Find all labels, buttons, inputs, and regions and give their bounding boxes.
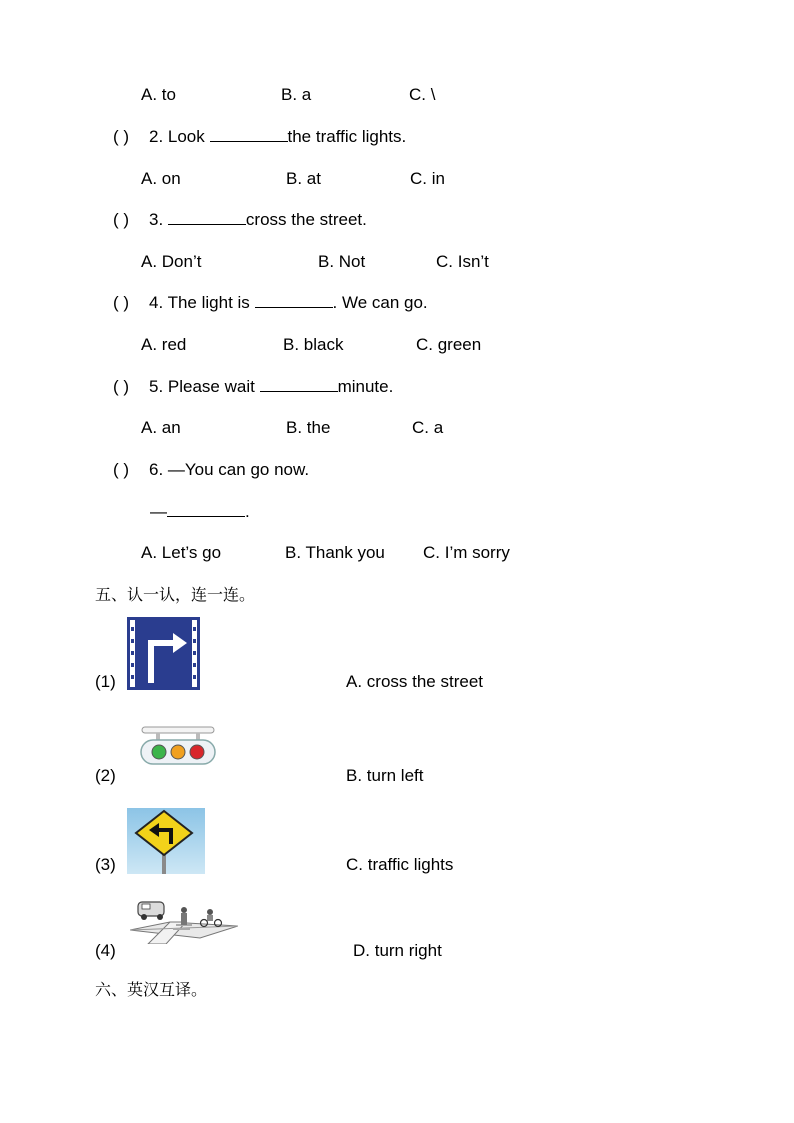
q6-reply-line bbox=[150, 502, 250, 522]
q6-stem: 6. —You can go now. bbox=[149, 460, 310, 479]
section6-title: 六、英汉互译。 bbox=[95, 980, 208, 999]
q4-answer-paren[interactable]: ( ) bbox=[113, 293, 130, 312]
q6-answer-paren[interactable]: ( ) bbox=[113, 460, 130, 479]
item3-answer: C. traffic lights bbox=[346, 855, 454, 874]
q4-stem-before: 4. The light is bbox=[149, 293, 250, 312]
q5-option-a: A. an bbox=[141, 418, 181, 437]
q3-stem-after: cross the street. bbox=[245, 210, 367, 229]
item4-number: (4) bbox=[95, 941, 116, 960]
cross-street-scene-icon[interactable] bbox=[130, 892, 238, 944]
turn-right-sign-icon[interactable] bbox=[127, 617, 200, 690]
q6-end: . bbox=[245, 502, 250, 521]
q1-option-a: A. to bbox=[141, 85, 176, 104]
q4-stem bbox=[149, 293, 428, 313]
turn-left-sign-icon[interactable] bbox=[127, 808, 205, 874]
q3-blank[interactable] bbox=[168, 210, 246, 225]
q2-blank[interactable] bbox=[210, 127, 288, 142]
q6-dash: — bbox=[150, 502, 167, 521]
q4-option-a: A. red bbox=[141, 335, 187, 354]
q5-blank[interactable] bbox=[260, 377, 338, 392]
q3-answer-paren[interactable]: ( ) bbox=[113, 210, 130, 229]
q6-blank[interactable] bbox=[167, 502, 245, 517]
q4-blank[interactable] bbox=[255, 293, 333, 308]
item1-number: (1) bbox=[95, 672, 116, 691]
q6-option-c: C. I’m sorry bbox=[423, 543, 510, 562]
q5-answer-paren[interactable]: ( ) bbox=[113, 377, 130, 396]
q5-stem-after: minute. bbox=[337, 377, 394, 396]
q3-option-a: A. Don’t bbox=[141, 252, 202, 271]
q1-option-c: C. \ bbox=[409, 85, 436, 104]
q2-stem bbox=[149, 127, 406, 147]
item3-number: (3) bbox=[95, 855, 116, 874]
q2-option-a: A. on bbox=[141, 169, 181, 188]
q5-stem bbox=[149, 377, 393, 397]
q3-stem bbox=[149, 210, 367, 230]
q6-option-a: A. Let’s go bbox=[141, 543, 222, 562]
q4-option-c: C. green bbox=[416, 335, 482, 354]
q5-stem-before: 5. Please wait bbox=[149, 377, 255, 396]
item1-answer: A. cross the street bbox=[346, 672, 483, 691]
q2-option-c: C. in bbox=[410, 169, 445, 188]
traffic-lights-icon[interactable] bbox=[138, 724, 218, 768]
q2-option-b: B. at bbox=[286, 169, 321, 188]
q4-stem-after: . We can go. bbox=[332, 293, 428, 312]
q2-answer-paren[interactable]: ( ) bbox=[113, 127, 130, 146]
q3-option-c: C. Isn’t bbox=[436, 252, 489, 271]
item4-answer: D. turn right bbox=[353, 941, 442, 960]
q5-option-b: B. the bbox=[286, 418, 331, 437]
q6-option-b: B. Thank you bbox=[285, 543, 385, 562]
section5-title: 五、认一认，连一连。 bbox=[95, 585, 256, 604]
item2-number: (2) bbox=[95, 766, 116, 785]
q3-option-b: B. Not bbox=[318, 252, 366, 271]
q2-stem-after: the traffic lights. bbox=[287, 127, 407, 146]
q5-option-c: C. a bbox=[412, 418, 444, 437]
q4-option-b: B. black bbox=[283, 335, 344, 354]
q2-stem-before: 2. Look bbox=[149, 127, 205, 146]
q1-option-b: B. a bbox=[281, 85, 312, 104]
q3-stem-before: 3. bbox=[149, 210, 164, 229]
item2-answer: B. turn left bbox=[346, 766, 424, 785]
